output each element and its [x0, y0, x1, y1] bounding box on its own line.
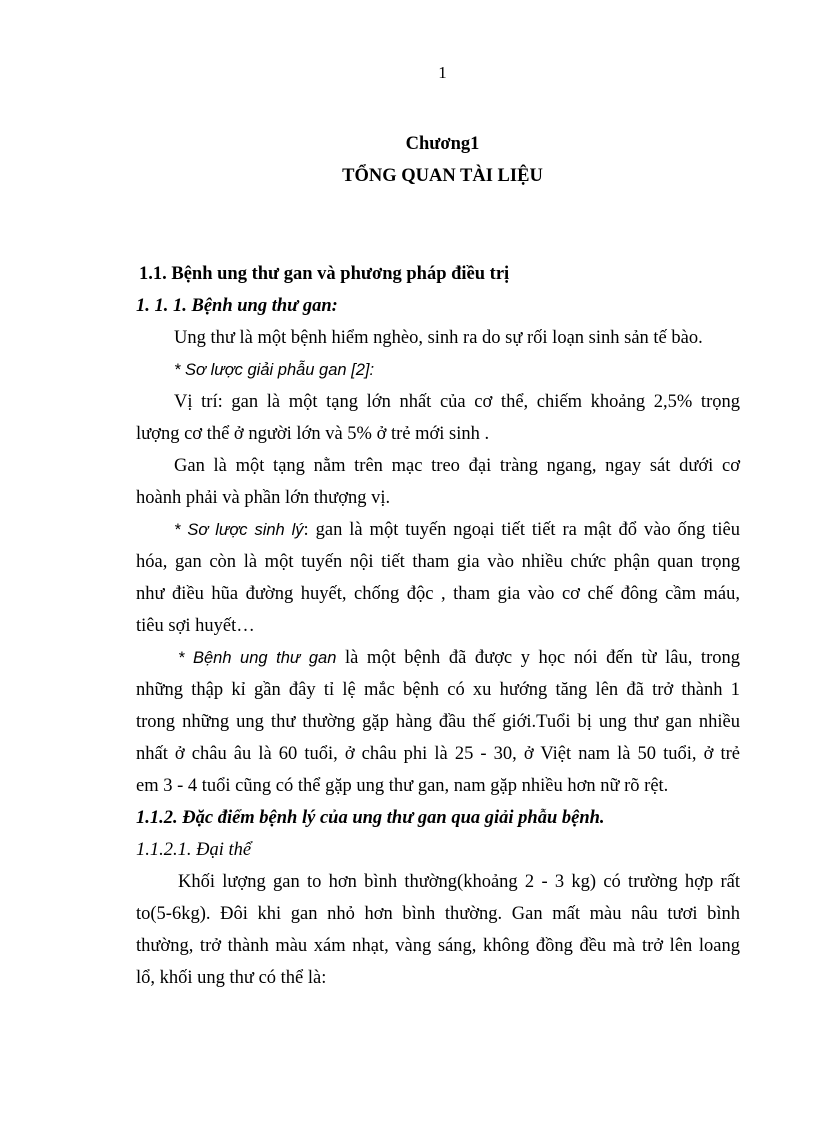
- paragraph-intro: Ung thư là một bệnh hiểm nghèo, sinh ra do sự rối loạn sinh sản tế bào.: [174, 328, 703, 348]
- paragraph-disease-line-1: [136, 642, 740, 674]
- document-body: [136, 258, 740, 994]
- paragraph-disease-line-3: trong những ung thư thường gặp hàng đầu thế giới.Tuổi bị ung thư gan nhiều: [136, 712, 740, 732]
- paragraph-gross-line-1: Khối lượng gan to hơn bình thường(khoảng 2 - 3 kg) có trường hợp rất: [178, 872, 740, 892]
- section-heading-1-1-2-1: 1.1.2.1. Đại thể: [136, 840, 252, 860]
- paragraph-position-line-1: Vị trí: gan là một tạng lớn nhất của cơ thể, chiếm khoảng 2,5% trọng: [174, 392, 740, 412]
- paragraph-disease-line-5: em 3 - 4 tuổi cũng có thể gặp ung thư gan, nam gặp nhiều hơn nữ rõ rệt.: [136, 776, 669, 796]
- disease-label: * Bệnh ung thư gan: [178, 649, 337, 667]
- paragraph-disease-line-4: nhất ở châu âu là 60 tuổi, ở châu phi là 25 - 30, ở Việt nam là 50 tuổi, ở trẻ: [136, 744, 740, 764]
- section-heading-1-1-1: 1. 1. 1. Bệnh ung thư gan:: [136, 296, 338, 316]
- physiology-label: * Sơ lược sinh lý: [174, 521, 304, 539]
- paragraph-disease-line-2: những thập kỉ gần đây tỉ lệ mắc bệnh có xu hướng tăng lên đã trở thành 1: [136, 680, 740, 700]
- disease-line-1-text: là một bệnh đã được y học nói đến từ lâu, trong: [336, 648, 740, 668]
- paragraph-location-line-2: hoành phải và phần lớn thượng vị.: [136, 488, 391, 508]
- page-number: 1: [438, 63, 447, 82]
- chapter-title: TỔNG QUAN TÀI LIỆU: [342, 166, 543, 186]
- section-heading-1-1: 1.1. Bệnh ung thư gan và phương pháp điều trị: [139, 264, 510, 284]
- chapter-label: Chương1: [405, 134, 480, 154]
- paragraph-position-line-2: lượng cơ thể ở người lớn và 5% ở trẻ mới sinh .: [136, 424, 490, 444]
- paragraph-gross-line-2: to(5-6kg). Đôi khi gan nhỏ hơn bình thường. Gan mất màu nâu tươi bình: [136, 904, 740, 924]
- physiology-line-1-text: : gan là một tuyến ngoại tiết tiết ra mật đổ vào ống tiêu: [303, 520, 740, 540]
- section-heading-1-1-2: 1.1.2. Đặc điểm bệnh lý của ung thư gan qua giải phẫu bệnh.: [136, 808, 605, 828]
- paragraph-physiology-line-2: hóa, gan còn là một tuyến nội tiết tham gia vào nhiều chức phận quan trọng: [136, 552, 740, 572]
- paragraph-physiology-line-1: [136, 514, 740, 546]
- paragraph-physiology-line-4: tiêu sợi huyết…: [136, 616, 255, 636]
- paragraph-physiology-line-3: như điều hũa đường huyết, chống độc , tham gia vào cơ chế đông cầm máu,: [136, 584, 740, 604]
- anatomy-label: * Sơ lược giải phẫu gan [2]:: [174, 361, 375, 379]
- paragraph-gross-line-3: thường, trở thành màu xám nhạt, vàng sáng, không đồng đều mà trở lên loang: [136, 936, 740, 956]
- paragraph-gross-line-4: lổ, khối ung thư có thể là:: [136, 968, 327, 988]
- paragraph-location-line-1: Gan là một tạng nằm trên mạc treo đại tràng ngang, ngay sát dưới cơ: [174, 456, 740, 476]
